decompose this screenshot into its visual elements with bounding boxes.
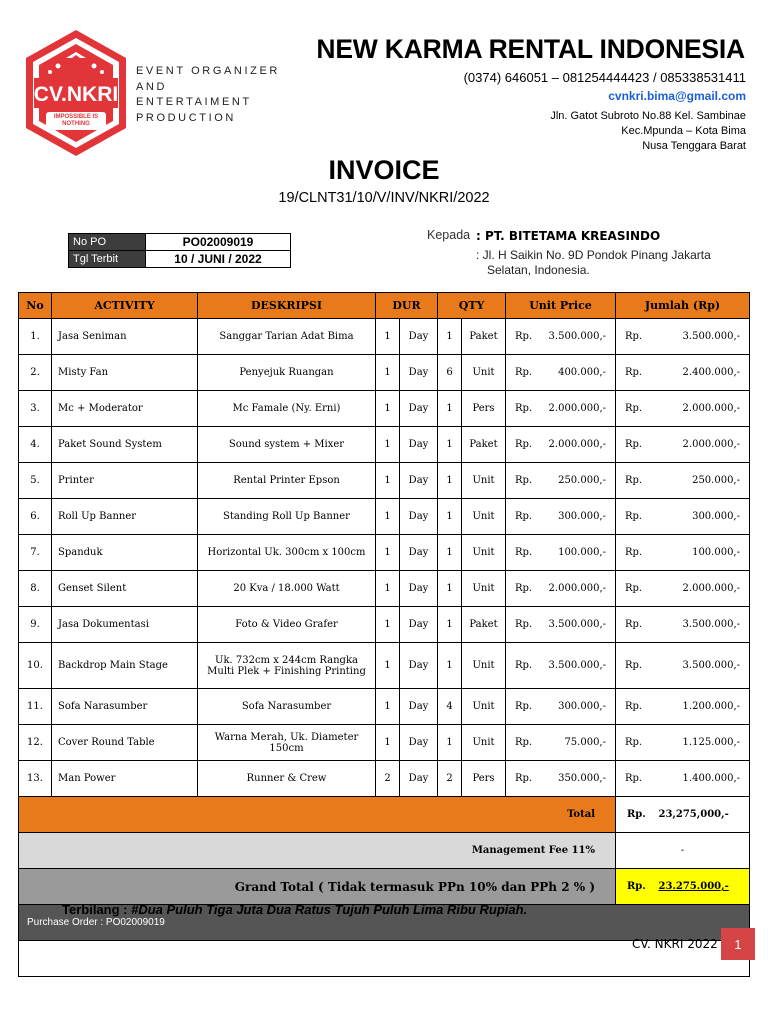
row-unit-price (506, 689, 616, 725)
row-unit-price (506, 571, 616, 607)
row-amount-currency: Rp. (625, 737, 643, 748)
row-amount (616, 427, 750, 463)
row-unit-price-value: 300.000,- (558, 701, 606, 712)
table-row (19, 643, 750, 689)
header-activity: ACTIVITY (52, 293, 198, 319)
row-amount-value: 3.500.000,- (682, 619, 740, 630)
po-info (68, 233, 291, 268)
row-number: 5. (19, 463, 52, 499)
row-amount (616, 607, 750, 643)
row-activity: Genset Silent (52, 571, 198, 607)
row-qty-unit: Unit (462, 571, 506, 607)
header-unit-price: Unit Price (506, 293, 616, 319)
row-amount (616, 463, 750, 499)
po-number-value: PO02009019 (146, 234, 291, 251)
purchase-order-footer: Purchase Order : PO02009019 (19, 905, 750, 941)
row-amount-currency: Rp. (625, 367, 643, 378)
row-activity: Spanduk (52, 535, 198, 571)
row-qty: 1 (438, 463, 462, 499)
row-amount-value: 2.000.000,- (682, 583, 740, 594)
row-amount-value: 3.500.000,- (682, 660, 740, 671)
row-duration-unit: Day (400, 535, 438, 571)
row-unit-price (506, 535, 616, 571)
row-activity: Roll Up Banner (52, 499, 198, 535)
tagline-line: PRODUCTION (136, 111, 236, 124)
row-duration: 1 (376, 535, 400, 571)
row-description: Sofa Narasumber (198, 689, 376, 725)
row-qty-unit: Paket (462, 319, 506, 355)
row-number: 7. (19, 535, 52, 571)
row-unit-price-value: 350.000,- (558, 773, 606, 784)
row-number: 11. (19, 689, 52, 725)
row-unit-price-currency: Rp. (515, 511, 533, 522)
row-amount-value: 3.500.000,- (682, 331, 740, 342)
tagline-line: AND (136, 80, 168, 93)
row-unit-price-currency: Rp. (515, 583, 533, 594)
row-amount (616, 725, 750, 761)
grand-total-value: 23.275.000,- (658, 881, 729, 892)
row-amount (616, 355, 750, 391)
row-amount-currency: Rp. (625, 660, 643, 671)
row-description: Runner & Crew (198, 761, 376, 797)
row-qty: 6 (438, 355, 462, 391)
row-activity: Mc + Moderator (52, 391, 198, 427)
row-amount-currency: Rp. (625, 773, 643, 784)
row-qty-unit: Unit (462, 463, 506, 499)
row-unit-price (506, 319, 616, 355)
row-activity: Misty Fan (52, 355, 198, 391)
issue-date-value: 10 / JUNI / 2022 (146, 251, 291, 268)
row-duration-unit: Day (400, 355, 438, 391)
row-duration: 1 (376, 499, 400, 535)
row-qty-unit: Unit (462, 499, 506, 535)
row-amount-currency: Rp. (625, 547, 643, 558)
row-qty-unit: Pers (462, 761, 506, 797)
row-activity: Sofa Narasumber (52, 689, 198, 725)
row-amount (616, 643, 750, 689)
company-tagline (136, 64, 280, 126)
row-number: 2. (19, 355, 52, 391)
row-unit-price-value: 400.000,- (558, 367, 606, 378)
row-unit-price-value: 75.000,- (564, 737, 606, 748)
row-unit-price-currency: Rp. (515, 773, 533, 784)
row-amount (616, 761, 750, 797)
row-duration-unit: Day (400, 499, 438, 535)
row-qty: 1 (438, 643, 462, 689)
row-number: 9. (19, 607, 52, 643)
row-description: Mc Famale (Ny. Erni) (198, 391, 376, 427)
row-description: Horizontal Uk. 300cm x 100cm (198, 535, 376, 571)
table-row (19, 607, 750, 643)
row-amount-value: 100.000,- (692, 547, 740, 558)
row-activity: Paket Sound System (52, 427, 198, 463)
row-description: Warna Merah, Uk. Diameter 150cm (198, 725, 376, 761)
row-unit-price-currency: Rp. (515, 619, 533, 630)
row-unit-price (506, 391, 616, 427)
recipient-address (476, 248, 738, 278)
row-unit-price-value: 2.000.000,- (548, 439, 606, 450)
row-number: 10. (19, 643, 52, 689)
row-qty-unit: Paket (462, 607, 506, 643)
row-duration: 1 (376, 355, 400, 391)
logo-shield (22, 28, 130, 158)
row-number: 12. (19, 725, 52, 761)
row-unit-price (506, 725, 616, 761)
row-amount (616, 689, 750, 725)
row-number: 3. (19, 391, 52, 427)
row-amount-value: 300.000,- (692, 511, 740, 522)
row-duration-unit: Day (400, 571, 438, 607)
row-duration: 1 (376, 463, 400, 499)
row-amount-value: 1.400.000,- (682, 773, 740, 784)
table-row (19, 499, 750, 535)
row-amount-value: 2.400.000,- (682, 367, 740, 378)
row-duration-unit: Day (400, 463, 438, 499)
recipient-label: Kepada (427, 228, 471, 242)
total-amount (616, 797, 750, 833)
recipient-address-line: Selatan, Indonesia. (487, 263, 590, 277)
row-unit-price (506, 643, 616, 689)
row-duration-unit: Day (400, 643, 438, 689)
row-duration-unit: Day (400, 761, 438, 797)
company-address-line: Nusa Tenggara Barat (642, 140, 746, 152)
row-unit-price-value: 3.500.000,- (548, 619, 606, 630)
table-row (19, 427, 750, 463)
row-unit-price-value: 3.500.000,- (548, 331, 606, 342)
row-unit-price-currency: Rp. (515, 547, 533, 558)
table-row (19, 535, 750, 571)
row-unit-price (506, 463, 616, 499)
row-number: 1. (19, 319, 52, 355)
row-duration: 1 (376, 725, 400, 761)
row-unit-price-currency: Rp. (515, 737, 533, 748)
row-unit-price-currency: Rp. (515, 701, 533, 712)
row-unit-price (506, 427, 616, 463)
amount-in-words (62, 902, 527, 917)
row-unit-price-currency: Rp. (515, 367, 533, 378)
tagline-line: EVENT ORGANIZER (136, 65, 280, 77)
row-duration: 1 (376, 391, 400, 427)
amount-in-words-text: #Dua Puluh Tiga Juta Dua Ratus Tujuh Puluh Lima Ribu Rupiah. (131, 902, 528, 917)
header-amount: Jumlah (Rp) (616, 293, 750, 319)
row-unit-price-currency: Rp. (515, 475, 533, 486)
row-number: 13. (19, 761, 52, 797)
table-row (19, 463, 750, 499)
row-amount-currency: Rp. (625, 439, 643, 450)
row-qty: 1 (438, 535, 462, 571)
row-duration: 1 (376, 643, 400, 689)
row-qty-unit: Unit (462, 535, 506, 571)
row-amount-currency: Rp. (625, 583, 643, 594)
issue-date-label: Tgl Terbit (69, 251, 146, 268)
company-phone: (0374) 646051 – 081254444423 / 085338531411 (463, 70, 746, 85)
company-logo (22, 28, 130, 158)
recipient-name: : PT. BITETAMA KREASINDO (476, 229, 661, 243)
row-number: 6. (19, 499, 52, 535)
company-address-line: Jln. Gatot Subroto No.88 Kel. Sambinae (550, 110, 746, 122)
row-description: Standing Roll Up Banner (198, 499, 376, 535)
grand-total-row (19, 869, 750, 905)
total-value: 23,275,000,- (658, 809, 729, 820)
row-description: Penyejuk Ruangan (198, 355, 376, 391)
po-number-label: No PO (69, 234, 146, 251)
management-fee-label: Management Fee 11% (19, 833, 616, 869)
row-unit-price (506, 499, 616, 535)
row-qty-unit: Pers (462, 391, 506, 427)
amount-in-words-label: Terbilang : (62, 902, 128, 917)
row-activity: Cover Round Table (52, 725, 198, 761)
row-unit-price-value: 3.500.000,- (548, 660, 606, 671)
row-qty: 1 (438, 427, 462, 463)
company-address-line: Kec.Mpunda – Kota Bima (621, 125, 746, 137)
row-duration: 1 (376, 607, 400, 643)
grand-total-currency: Rp. (627, 881, 646, 892)
row-unit-price-value: 300.000,- (558, 511, 606, 522)
table-row (19, 319, 750, 355)
invoice-table (18, 292, 750, 977)
row-amount-value: 2.000.000,- (682, 439, 740, 450)
row-qty: 1 (438, 319, 462, 355)
row-description: Uk. 732cm x 244cm Rangka Multi Plek + Finishing Printing (198, 643, 376, 689)
row-amount-currency: Rp. (625, 331, 643, 342)
row-qty: 4 (438, 689, 462, 725)
management-fee-value: - (616, 833, 750, 869)
total-label: Total (19, 797, 616, 833)
row-amount (616, 535, 750, 571)
invoice-number: 19/CLNT31/10/V/INV/NKRI/2022 (278, 190, 490, 206)
row-number: 8. (19, 571, 52, 607)
row-qty: 2 (438, 761, 462, 797)
table-row (19, 725, 750, 761)
row-amount-currency: Rp. (625, 511, 643, 522)
header-no: No (19, 293, 52, 319)
row-duration: 1 (376, 319, 400, 355)
row-description: 20 Kva / 18.000 Watt (198, 571, 376, 607)
table-row (19, 355, 750, 391)
header-description: DESKRIPSI (198, 293, 376, 319)
row-qty: 1 (438, 607, 462, 643)
table-row (19, 689, 750, 725)
row-amount (616, 391, 750, 427)
row-unit-price-value: 250.000,- (558, 475, 606, 486)
header-qty: QTY (438, 293, 506, 319)
row-duration: 1 (376, 427, 400, 463)
table-row (19, 571, 750, 607)
row-duration-unit: Day (400, 319, 438, 355)
row-qty: 1 (438, 391, 462, 427)
table-row (19, 391, 750, 427)
row-qty-unit: Unit (462, 689, 506, 725)
logo-motto: IMPOSSIBLE IS NOTHING (53, 114, 99, 127)
grand-total-amount (616, 869, 750, 905)
row-amount-currency: Rp. (625, 619, 643, 630)
management-fee-row (19, 833, 750, 869)
row-unit-price-value: 2.000.000,- (548, 403, 606, 414)
grand-total-label: Grand Total ( Tidak termasuk PPn 10% dan PPh 2 % ) (19, 869, 616, 905)
company-name: NEW KARMA RENTAL INDONESIA (316, 34, 745, 64)
row-number: 4. (19, 427, 52, 463)
row-unit-price (506, 607, 616, 643)
row-duration-unit: Day (400, 607, 438, 643)
row-qty: 1 (438, 499, 462, 535)
row-unit-price-value: 100.000,- (558, 547, 606, 558)
row-activity: Jasa Dokumentasi (52, 607, 198, 643)
row-duration: 1 (376, 689, 400, 725)
logo-text: CV.NKRI (33, 83, 119, 106)
row-duration: 2 (376, 761, 400, 797)
page-number-badge: 1 (721, 928, 755, 960)
row-duration-unit: Day (400, 689, 438, 725)
row-qty-unit: Paket (462, 427, 506, 463)
row-amount-value: 1.200.000,- (682, 701, 740, 712)
row-amount (616, 319, 750, 355)
total-currency: Rp. (627, 809, 646, 820)
row-unit-price-currency: Rp. (515, 331, 533, 342)
row-duration-unit: Day (400, 427, 438, 463)
row-amount-value: 1.125.000,- (682, 737, 740, 748)
row-activity: Backdrop Main Stage (52, 643, 198, 689)
row-amount (616, 571, 750, 607)
row-description: Foto & Video Grafer (198, 607, 376, 643)
row-description: Sound system + Mixer (198, 427, 376, 463)
row-unit-price (506, 355, 616, 391)
row-qty: 1 (438, 725, 462, 761)
total-row (19, 797, 750, 833)
row-amount (616, 499, 750, 535)
row-duration-unit: Day (400, 725, 438, 761)
row-amount-value: 250.000,- (692, 475, 740, 486)
row-amount-currency: Rp. (625, 403, 643, 414)
row-amount-currency: Rp. (625, 701, 643, 712)
row-qty-unit: Unit (462, 355, 506, 391)
row-amount-value: 2.000.000,- (682, 403, 740, 414)
row-duration-unit: Day (400, 391, 438, 427)
row-unit-price (506, 761, 616, 797)
row-qty: 1 (438, 571, 462, 607)
table-row (19, 761, 750, 797)
row-activity: Jasa Seniman (52, 319, 198, 355)
row-qty-unit: Unit (462, 725, 506, 761)
row-unit-price-value: 2.000.000,- (548, 583, 606, 594)
company-email[interactable]: cvnkri.bima@gmail.com (608, 89, 746, 103)
row-description: Sanggar Tarian Adat Bima (198, 319, 376, 355)
row-activity: Man Power (52, 761, 198, 797)
tagline-line: ENTERTAIMENT (136, 96, 252, 108)
row-unit-price-currency: Rp. (515, 439, 533, 450)
row-description: Rental Printer Epson (198, 463, 376, 499)
row-qty-unit: Unit (462, 643, 506, 689)
row-unit-price-currency: Rp. (515, 660, 533, 671)
row-unit-price-currency: Rp. (515, 403, 533, 414)
header-duration: DUR (376, 293, 438, 319)
row-amount-currency: Rp. (625, 475, 643, 486)
row-duration: 1 (376, 571, 400, 607)
row-activity: Printer (52, 463, 198, 499)
invoice-title: INVOICE (328, 155, 440, 185)
footer-company: CV. NKRI 2022 (632, 937, 718, 951)
recipient-address-line: : Jl. H Saikin No. 9D Pondok Pinang Jakarta (476, 248, 711, 262)
